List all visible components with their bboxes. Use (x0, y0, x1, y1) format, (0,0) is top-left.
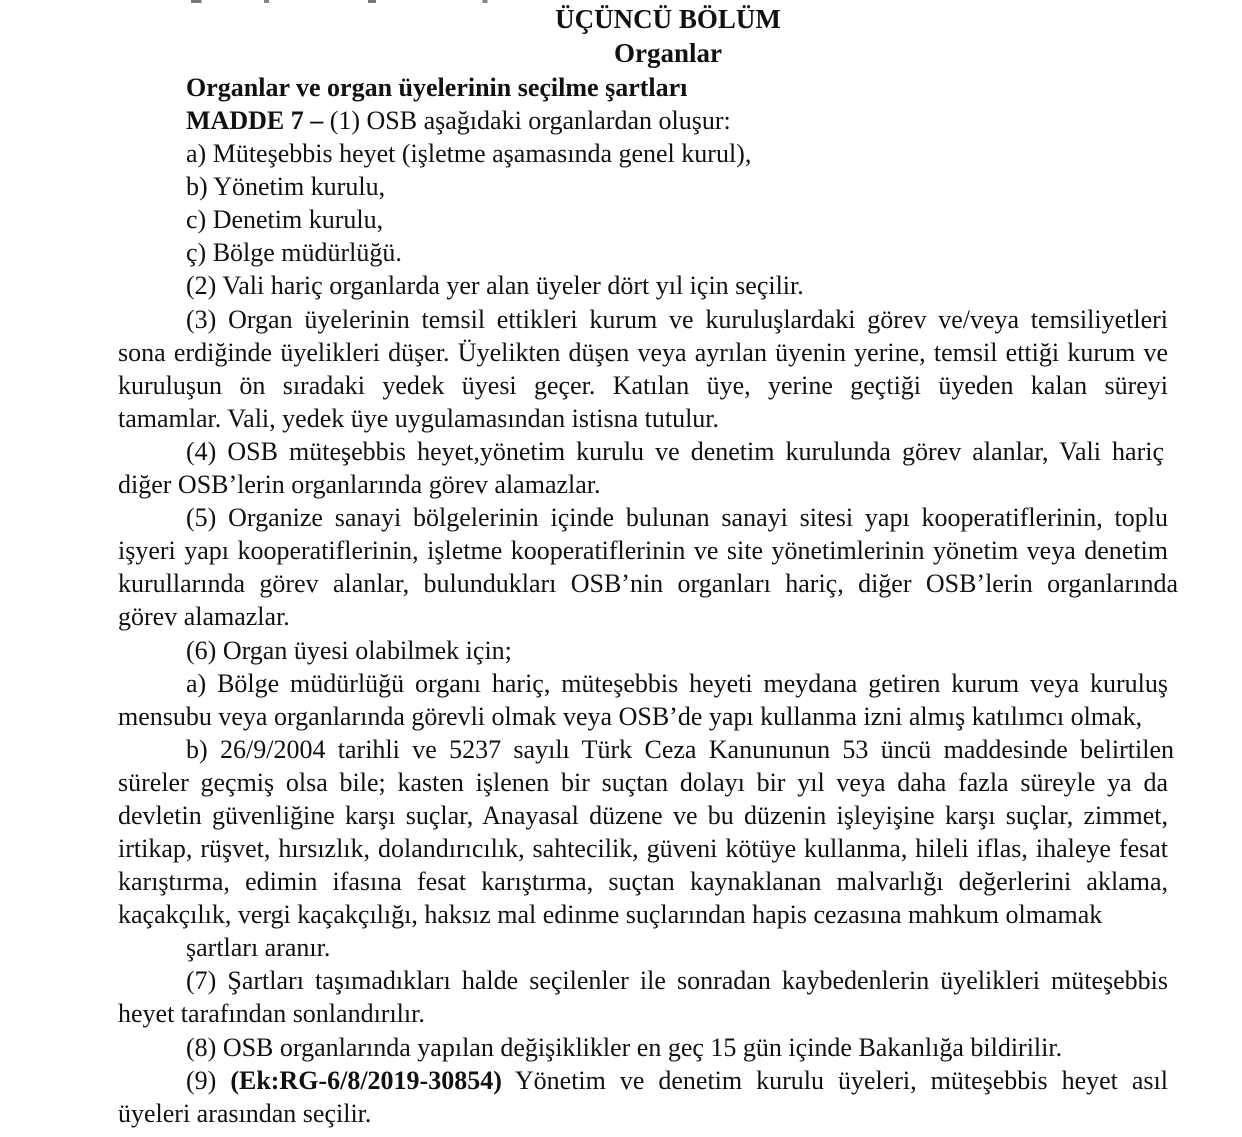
list-item: a) Müteşebbis heyet (işletme aşamasında genel kurul), (186, 139, 752, 168)
paragraph-6b-line: devletin güvenliğine karşı suçlar, Anayasal düzene ve bu düzenin işleyişine karşı suçlar, zimmet, (118, 801, 1168, 830)
list-item: ç) Bölge müdürlüğü. (186, 238, 402, 267)
paragraph-8: (8) OSB organlarında yapılan değişiklikler en geç 15 gün içinde Bakanlığa bildirilir. (186, 1033, 1063, 1062)
paragraph-9-line (186, 1064, 1168, 1097)
paragraph-6b-line: irtikap, rüşvet, hırsızlık, dolandırıcılık, sahtecilik, güveni kötüye kullanma, hileli iflas, ihaleye fesat (118, 834, 1168, 863)
paragraph-6b-line: b) 26/9/2004 tarihli ve 5237 sayılı Türk Ceza Kanununun 53 üncü maddesinde belirtilen (186, 735, 1174, 764)
section-subtitle: Organlar (614, 38, 722, 68)
paragraph-6b-line: süreler geçmiş olsa bile; kasten işlenen bir suçtan dolayı bir yıl veya daha fazla süreyle ya da (118, 768, 1168, 797)
paragraph-3-line: (3) Organ üyelerinin temsil ettikleri kurum ve kuruluşlardaki görev ve/veya temsiliyetleri (186, 305, 1168, 334)
paragraph-5-line: (5) Organize sanayi bölgelerinin içinde bulunan sanayi sitesi yapı kooperatiflerinin, toplu (186, 503, 1168, 532)
article-heading: Organlar ve organ üyelerinin seçilme şartları (186, 73, 688, 102)
paragraph-9-text: Yönetim ve denetim kurulu üyeleri, müteşebbis heyet asıl (501, 1066, 1168, 1095)
paragraph-7-line: (7) Şartları taşımadıkları halde seçilenler ile sonradan kaybedenlerin üyelikleri müteşebbis (186, 966, 1168, 995)
paragraph-9-number: (9) (186, 1066, 231, 1095)
paragraph-4-line: (4) OSB müteşebbis heyet,yönetim kurulu ve denetim kurulunda görev alanlar, Vali hariç (186, 437, 1164, 466)
paragraph-5-line: işyeri yapı kooperatiflerinin, işletme kooperatiflerinin ve site yönetimlerinin yönetim veya denetim (118, 536, 1168, 565)
paragraph-6-intro: (6) Organ üyesi olabilmek için; (186, 636, 512, 665)
paragraph-6b-line: kaçakçılık, vergi kaçakçılığı, haksız mal edinme suçlarından hapis cezasına mahkum olmamak (118, 900, 1103, 929)
paragraph-6b-line: karıştırma, edimin ifasına fesat karıştırma, suçtan kaynaklanan malvarlığı değerlerini aklama, (118, 867, 1168, 896)
paragraph-3-line: tamamlar. Vali, yedek üye uygulamasından istisna tutulur. (118, 404, 720, 433)
paragraph-9-line: üyeleri arasından seçilir. (118, 1099, 372, 1128)
paragraph-3-line: sona erdiğinde üyelikleri düşer. Üyelikten düşen veya ayrılan üyenin yerine, temsil ettiği kurum ve (118, 338, 1168, 367)
list-item: b) Yönetim kurulu, (186, 172, 386, 201)
paragraph-3-line: kuruluşun ön sıradaki yedek üyesi geçer. Katılan üye, yerine geçtiği üyeden kalan süreyi (118, 371, 1168, 400)
article-label: MADDE 7 – (186, 106, 324, 135)
paragraph-2: (2) Vali hariç organlarda yer alan üyeler dört yıl için seçilir. (186, 271, 804, 300)
paragraph-5-line: görev alamazlar. (118, 602, 290, 631)
paragraph-6a-line: a) Bölge müdürlüğü organı hariç, müteşebbis heyeti meydana getiren kurum veya kuruluş (186, 669, 1168, 698)
article-intro (186, 104, 731, 137)
paragraph-7-line: heyet tarafından sonlandırılır. (118, 999, 425, 1028)
paragraph-6-end: şartları aranır. (186, 933, 331, 962)
paragraph-5-line: kurullarında görev alanlar, bulundukları OSB’nin organları hariç, diğer OSB’lerin organlarında (118, 569, 1178, 598)
section-title: ÜÇÜNCÜ BÖLÜM (555, 4, 781, 34)
article-intro-text: (1) OSB aşağıdaki organlardan oluşur: (323, 106, 731, 135)
list-item: c) Denetim kurulu, (186, 205, 384, 234)
paragraph-6a-line: mensubu veya organlarında görevli olmak veya OSB’de yapı kullanma izni almış katılımcı olmak, (118, 702, 1143, 731)
paragraph-4-line: diğer OSB’lerin organlarında görev alamazlar. (118, 470, 601, 499)
amendment-reference: (Ek:RG-6/8/2019-30854) (230, 1066, 502, 1095)
